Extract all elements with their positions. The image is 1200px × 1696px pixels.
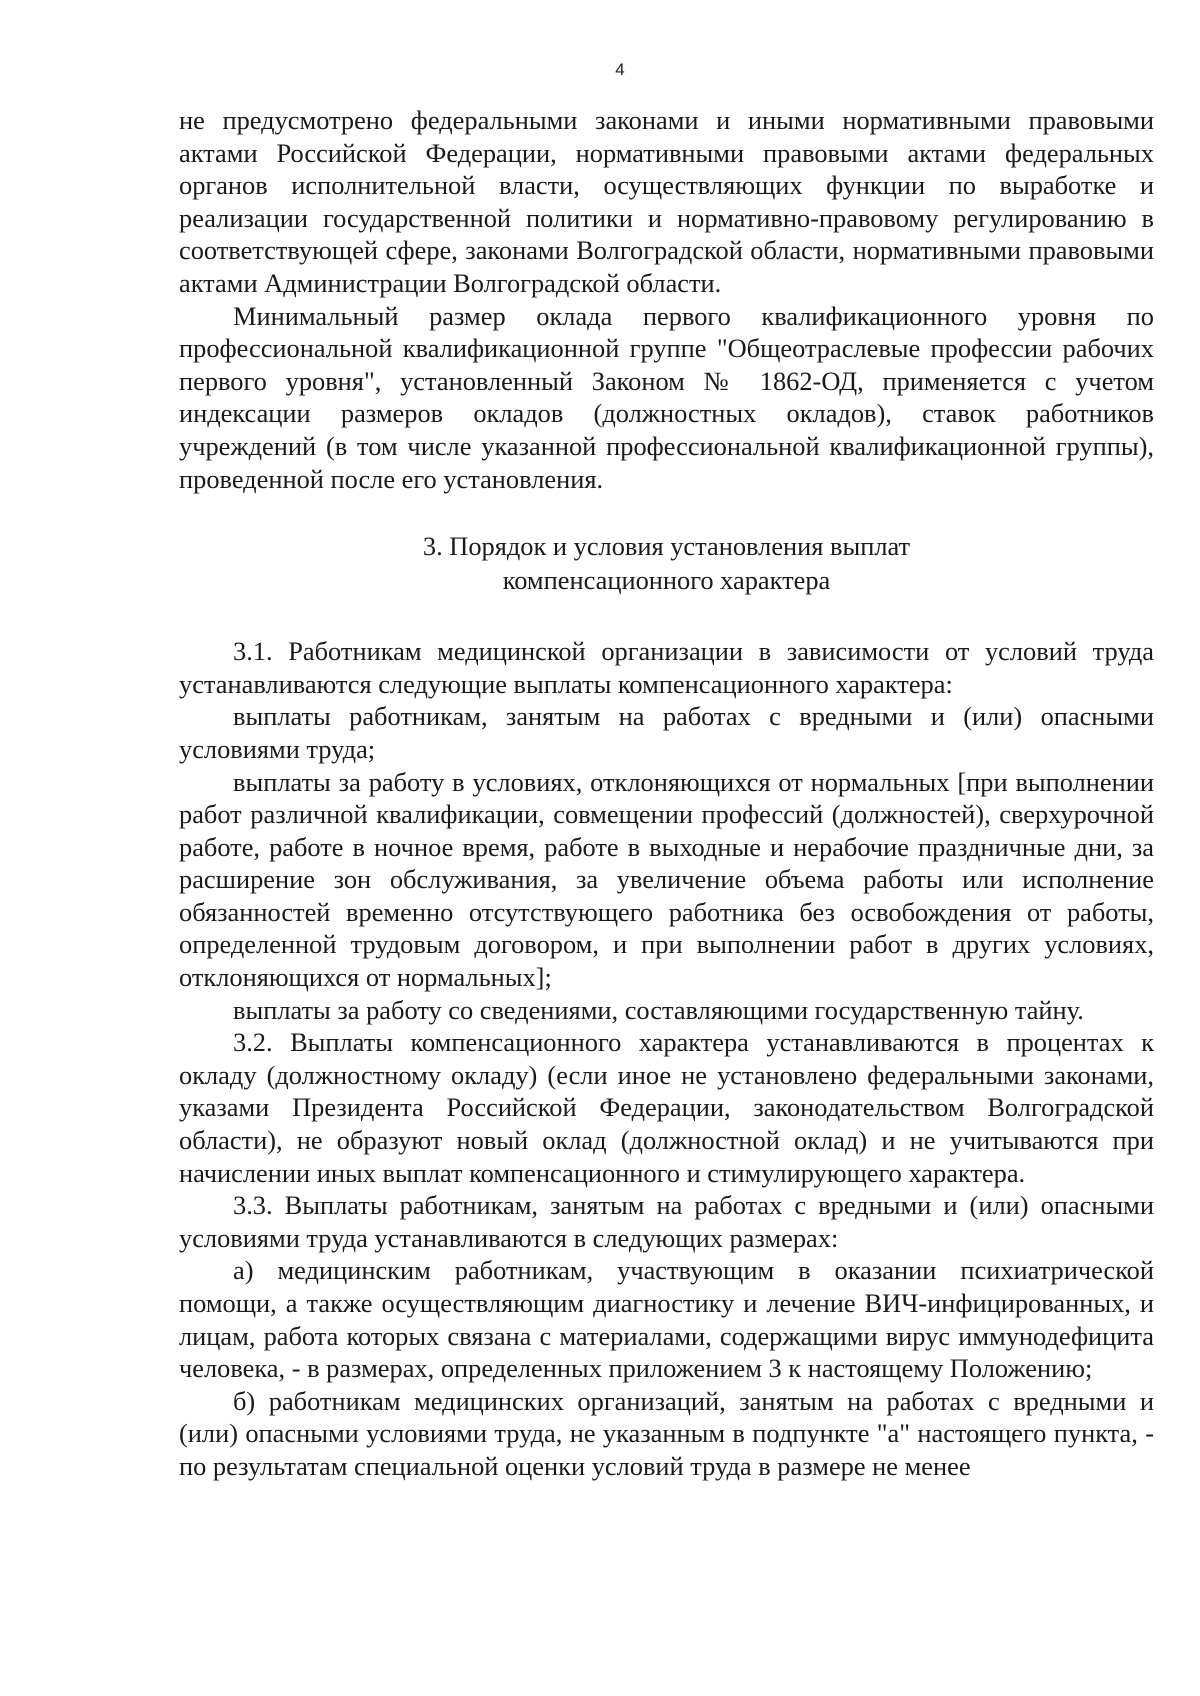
list-item-deviating-conditions: выплаты за работу в условиях, отклоняющихся от нормальных [при выполнении работ различной квалификации, совмещении профессий (должностей), сверхурочной работе, работе в ночное время, работе в выходные и нерабочие праздничные дни, за расширение зон обслуживания, за увеличение объема работы или исполнение обязанностей временно отсутствующего работника без освобождения от работы, определенной трудовым договором, и при выполнении работ в других условиях, отклоняющихся от нормальных];	[179, 766, 1154, 993]
paragraph-3-1: 3.1. Работникам медицинской организации в зависимости от условий труда устанавливаются следующие выплаты компенсационного характера:	[179, 636, 1154, 699]
paragraph-3-2: 3.2. Выплаты компенсационного характера устанавливаются в процентах к окладу (должностному окладу) (если иное не установлено федеральными законами, указами Президента Российской Федерации, законодательством Волгоградской области), не образуют новый оклад (должностной оклад) и не учитываются при начислении иных выплат компенсационного и стимулирующего характера.	[179, 1027, 1154, 1188]
list-item-harmful-conditions: выплаты работникам, занятым на работах с вредными и (или) опасными условиями труда;	[179, 701, 1154, 764]
subitem-a: а) медицинским работникам, участвующим в оказании психиатрической помощи, а также осуществляющим диагностику и лечение ВИЧ-инфицированных, и лицам, работа которых связана с материалами, содержащими вирус иммунодефицита человека, - в размерах, определенных приложением 3 к настоящему Положению;	[179, 1255, 1154, 1384]
document-body	[179, 104, 1154, 1483]
spacer	[179, 495, 1154, 529]
paragraph-continuation: не предусмотрено федеральными законами и иными нормативными правовыми актами Российской Федерации, нормативными правовыми актами федеральных органов исполнительной власти, осуществляющих функции по выработке и реализации государственной политики и нормативно-правовому регулированию в соответствующей сфере, законами Волгоградской области, нормативными правовыми актами Администрации Волгоградской области.	[179, 105, 1154, 298]
spacer	[179, 597, 1154, 635]
paragraph-minimum-salary: Минимальный размер оклада первого квалификационного уровня по профессиональной квалификационной группе "Общеотраслевые профессии рабочих первого уровня", установленный Законом № 1862-ОД, применяется с учетом индексации размеров окладов (должностных окладов), ставок работников учреждений (в том числе указанной профессиональной квалификационной группы), проведенной после его установления.	[179, 300, 1154, 494]
section-heading-line2: компенсационного характера	[502, 565, 831, 596]
section-heading-line1: 3. Порядок и условия установления выплат	[422, 531, 911, 562]
subitem-b: б) работникам медицинских организаций, занятым на работах с вредными и (или) опасными условиями труда, не указанным в подпункте "а" настоящего пункта, - по результатам специальной оценки условий труда в размере не менее	[179, 1385, 1154, 1481]
paragraph-3-3: 3.3. Выплаты работникам, занятым на работах с вредными и (или) опасными условиями труда устанавливаются в следующих размерах:	[179, 1190, 1154, 1253]
page-number: 4	[615, 60, 625, 79]
list-item-state-secret: выплаты за работу со сведениями, составляющими государственную тайну.	[233, 994, 1084, 1025]
